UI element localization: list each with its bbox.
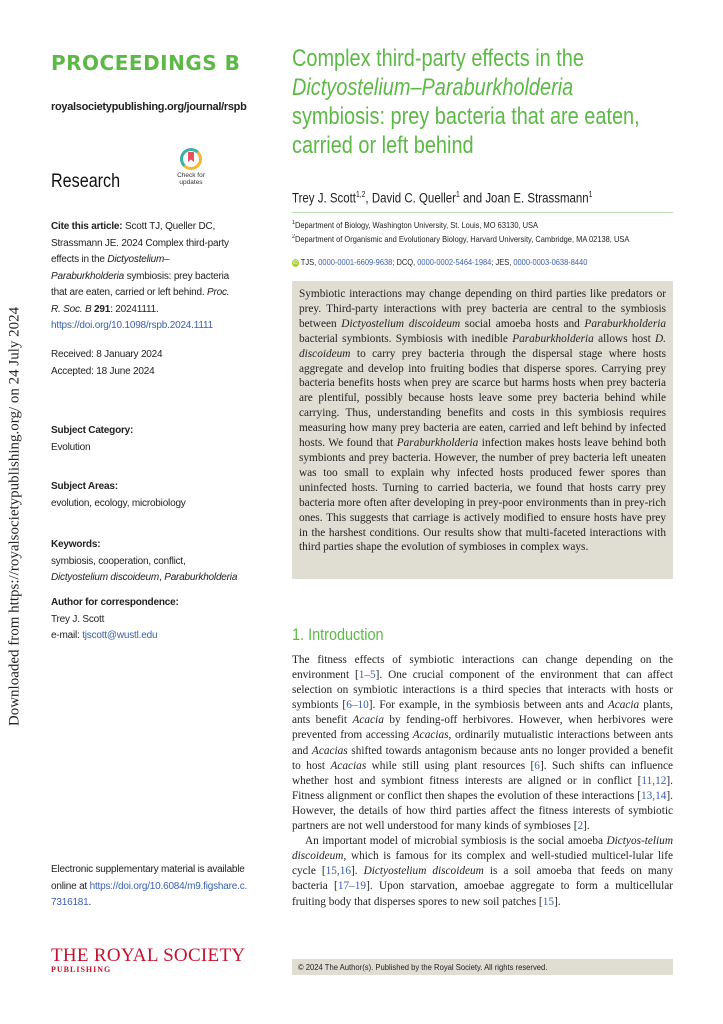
check-for-updates-line1: Check for [177, 172, 205, 179]
orcid-link[interactable]: 0000-0002-5464-1984 [417, 257, 492, 267]
copyright-footer [292, 959, 673, 975]
keywords-value [51, 554, 241, 587]
abstract-text: bacterial symbionts. Symbiosis with inedible [299, 332, 513, 345]
reference-link[interactable]: 2 [577, 820, 584, 833]
body-italic: Acacias [412, 729, 449, 742]
cite-doi-link[interactable]: https://doi.org/10.1098/rspb.2024.1111 [51, 320, 213, 331]
orcid-initials: TJS, [300, 257, 319, 267]
abstract-text: Symbiotic interactions may change depending on third parties like predators or prey. Third-party interactions with prey bacteria are central to the symbiosis between [299, 288, 666, 330]
body-text: while still using plant resources [ [366, 759, 535, 772]
body-text: ]. For example, in the symbiosis between ants and [368, 699, 608, 712]
body-italic: Dictyos-telium discoideum [292, 835, 673, 863]
title-part-2: symbiosis: prey bacteria that are eaten, carried or left behind [292, 103, 640, 159]
journal-name: PROCEEDINGS B [51, 51, 241, 75]
affiliation-2 [292, 234, 629, 244]
author-name: Trey J. Scott [292, 190, 356, 206]
reference-link[interactable]: 15 [542, 895, 554, 908]
keyword-italic-2: Paraburkholderia [164, 572, 238, 583]
body-italic: Acacia [607, 699, 640, 712]
author-list [292, 190, 592, 206]
orcid-separator: ; [491, 257, 496, 267]
body-text: , which is famous for its complex and well-studied multicel-lular life cycle [ [292, 850, 673, 878]
abstract-italic: Paraburkholderia [396, 437, 479, 450]
body-text: ]. Fitness alignment or conflict then shapes the evolution of these interactions [ [292, 774, 673, 802]
body-text: ]. [583, 820, 590, 833]
body-italic: Dictyostelium discoideum [363, 865, 484, 878]
esm-end: . [88, 897, 92, 908]
reference-link[interactable]: 15,16 [325, 865, 352, 878]
body-text: ]. [351, 865, 364, 878]
cite-label: Cite this article: [51, 221, 123, 232]
affiliation-1 [292, 220, 538, 230]
body-text: plants, ants benefit [292, 699, 673, 727]
cite-italic: Dictyostelium–Paraburkholderia [51, 254, 170, 282]
body-text: shifted towards antagonism because ants no longer provided a benefit to host [292, 744, 673, 772]
orcid-initials: DCQ, [396, 257, 418, 267]
body-text: ]. [553, 895, 561, 908]
subject-category-label: Subject Category: [51, 425, 134, 436]
reference-link[interactable]: 6–10 [346, 699, 369, 712]
body-text: An important model of microbial symbiosis is the social amoeba [305, 835, 607, 848]
abstract-italic: Dictyostelium discoideum [341, 317, 461, 330]
author-separator: , [365, 190, 372, 206]
keyword-italic-1: Dictyostelium discoideum [51, 572, 160, 583]
keywords-separator: , [159, 572, 162, 583]
esm-text: Electronic supplementary material is available online at [51, 864, 245, 892]
cite-text-2: symbiosis: prey bacteria that are eaten, carried or left behind. [51, 270, 230, 298]
keywords-plain: symbiosis, cooperation, conflict, [51, 555, 186, 567]
subject-category-value: Evolution [51, 441, 91, 453]
reference-link[interactable]: 17–19 [337, 880, 367, 893]
orcid-link[interactable]: 0000-0001-6609-9638 [318, 257, 393, 267]
keywords-label: Keywords: [51, 539, 101, 550]
reference-link[interactable]: 1–5 [358, 669, 376, 682]
abstract-text: social amoeba hosts and [460, 317, 585, 330]
subject-category-block [51, 423, 241, 456]
abstract-text: infection makes hosts leave behind both symbionts and prey bacteria. However, the number of prey bacteria left uneaten was too small to explain why infected hosts produced fewer spores than uninfected hosts. Turning to carried bacteria, we found that hosts carry prey bacteria more often after developing in prey-poor environments than in prey-rich ones. This suggests that carriage is actively modified to ensure hosts have prey in the harshest conditions. Our results show that multi-faceted interactions with third parties shape the evolution of symbioses in complex ways. [299, 437, 666, 554]
introduction-body [292, 653, 673, 910]
publisher-sub: PUBLISHING [51, 965, 112, 974]
crossmark-icon [180, 148, 202, 170]
body-paragraph [292, 653, 673, 834]
esm-link[interactable]: https://doi.org/10.6084/m9.figshare.c.7316181 [51, 880, 248, 908]
body-text: by fending-off herbivores. However, when herbivores were prevented from accessing [292, 714, 673, 742]
check-for-updates-line2: updates [179, 179, 203, 186]
reference-link[interactable]: 6 [534, 759, 540, 772]
body-text: , ordinarily mutualistic interactions between ants and [292, 729, 673, 757]
check-for-updates-button[interactable] [173, 148, 209, 186]
cite-volume: 291 [94, 303, 111, 315]
subject-areas-block [51, 479, 241, 512]
email-link[interactable]: tjscott@wustl.edu [82, 630, 158, 641]
body-text: ]. Such shifts can influence whether host and symbiont fitness interests are aligned or in conflict [ [292, 759, 673, 787]
citation-block [51, 219, 241, 335]
body-text: The fitness effects of symbiotic interactions can change depending on the environment [ [292, 654, 673, 682]
abstract-italic: Paraburkholderia [512, 332, 594, 345]
author-name: Trey J. Scott [51, 613, 105, 625]
reference-link[interactable]: 13,14 [640, 789, 667, 802]
abstract-italic: D. discoideum [299, 332, 666, 360]
journal-url[interactable]: royalsocietypublishing.org/journal/rspb [51, 101, 247, 113]
body-text: ]. Upon starvation, amoebae aggregate to form a multicellular fruiting body that disperses spores to new soil patches [ [292, 880, 673, 908]
author-separator: and [459, 190, 486, 206]
orcid-line [292, 257, 587, 267]
body-paragraph [292, 834, 673, 909]
author-name: Joan E. Strassmann [485, 190, 589, 206]
accepted-date: Accepted: 18 June 2024 [51, 365, 155, 377]
section-heading-introduction: 1. Introduction [292, 625, 384, 644]
title-part-1: Complex third-party effects in the [292, 45, 584, 72]
abstract-italic: Paraburkholderia [584, 317, 667, 330]
body-italic: Acacia [352, 714, 384, 727]
abstract-text: allows host [593, 332, 656, 345]
subject-areas-value: evolution, ecology, microbiology [51, 497, 186, 509]
author-affiliation-sup: 1,2 [355, 190, 366, 199]
download-watermark: Downloaded from https://royalsocietypublishing.org/ on 24 July 2024 [6, 306, 23, 727]
title-italic: Dictyostelium–Paraburkholderia [292, 74, 574, 101]
email-label: e-mail: [51, 630, 80, 641]
royal-society-logo [51, 946, 245, 974]
author-name: David C. Queller [371, 190, 457, 206]
orcid-link[interactable]: 0000-0003-0638-8440 [513, 257, 588, 267]
affiliation-1-text: Department of Biology, Washington University, St. Louis, MO 63130, USA [294, 220, 539, 230]
correspondence-block [51, 595, 241, 645]
publisher-name: THE ROYAL SOCIETY [51, 945, 246, 966]
article-type: Research [51, 171, 121, 192]
author-affiliation-sup: 1 [456, 190, 460, 199]
orcid-icon: iD [293, 259, 298, 266]
body-italic: Acacias [330, 759, 367, 772]
abstract-text: to carry prey bacteria through the dispersal stage where hosts aggregate and develop into fruiting bodies that disperse spores. Carrying prey bacteria benefits hosts when prey are scarce but harms hosts when prey bacteria are plentiful, possibly because hosts leave some prey bacteria behind while carrying. Thus, understanding benefits and costs in this symbiosis requires measuring how many prey bacteria are eaten, carried and left behind by infected hosts. We found that [299, 347, 666, 450]
reference-link[interactable]: 11,12 [641, 774, 667, 787]
cite-article: : 20241111. [110, 303, 159, 315]
orcid-initials: JES, [495, 257, 514, 267]
article-title [292, 44, 690, 160]
affiliation-2-text: Department of Organismic and Evolutionary Biology, Harvard University, Cambridge, MA 02138, USA [294, 234, 630, 244]
orcid-separator: ; [392, 257, 397, 267]
title-rule [292, 212, 673, 213]
keywords-block [51, 537, 241, 587]
dates-block [51, 347, 241, 380]
subject-areas-label: Subject Areas: [51, 481, 118, 492]
cite-journal: Proc. R. Soc. B [51, 287, 230, 315]
author-label: Author for correspondence: [51, 597, 179, 608]
supplementary-block [51, 862, 251, 912]
cite-text: Scott TJ, Queller DC, Strassmann JE. 2024 Complex third-party effects in the [51, 221, 229, 265]
body-italic: Acacias [311, 744, 348, 757]
affiliation-1-sup: 1 [292, 220, 295, 227]
abstract-box [292, 281, 673, 579]
body-text: ]. One crucial component of the environment that can affect selection on symbiotic interactions is a third species that interacts with hosts or symbionts [ [292, 669, 673, 712]
received-date: Received: 8 January 2024 [51, 349, 163, 360]
email-line [51, 628, 241, 645]
body-text: is a soil amoeba that feeds on many bacteria [ [292, 865, 673, 893]
body-text: ]. However, the details of how third parties affect the fitness interests of symbiotic partners are not well understood for many kinds of symbioses [ [292, 789, 673, 833]
affiliation-2-sup: 2 [292, 234, 295, 241]
copyright-text: © 2024 The Author(s). Published by the Royal Society. All rights reserved. [298, 962, 548, 972]
author-affiliation-sup: 1 [588, 190, 593, 199]
